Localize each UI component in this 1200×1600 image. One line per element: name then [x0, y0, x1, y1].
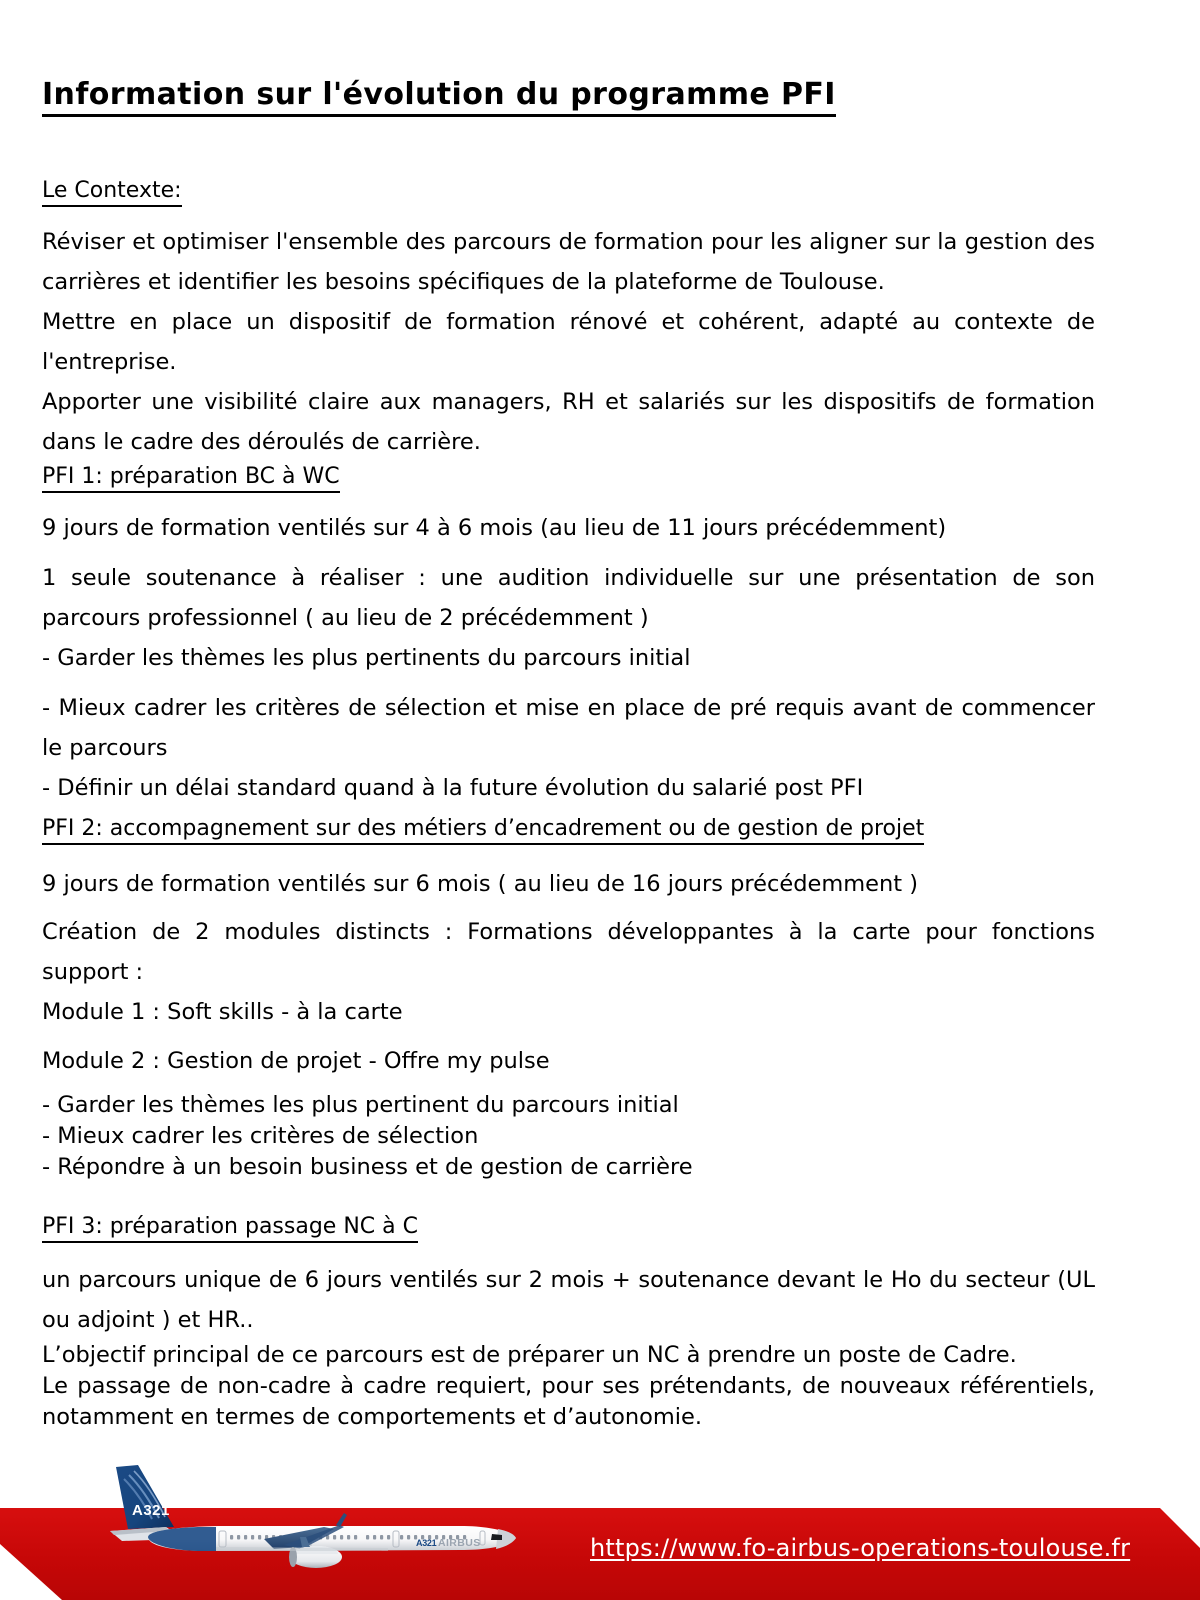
- paragraph-pfi2-module-2: Module 2 : Gestion de projet - Offre my pulse: [42, 1048, 550, 1074]
- bullet-pfi1-3: - Définir un délai standard quand à la future évolution du salarié post PFI: [42, 775, 864, 801]
- svg-text:A321: A321: [416, 1538, 437, 1548]
- heading-pfi-3: PFI 3: préparation passage NC à C: [42, 1214, 418, 1243]
- paragraph-contexte-1: Réviser et optimiser l'ensemble des parcours de formation pour les aligner sur la gestion des carrières et identifier les besoins spécifiques de la plateforme de Toulouse.: [42, 229, 1095, 295]
- svg-text:AIRBUS: AIRBUS: [438, 1537, 481, 1549]
- bullet-pfi2-3: - Répondre à un besoin business et de gestion de carrière: [42, 1154, 693, 1180]
- heading-contexte: Le Contexte:: [42, 178, 182, 207]
- paragraph-pfi1-1: 9 jours de formation ventilés sur 4 à 6 mois (au lieu de 11 jours précédemment): [42, 515, 947, 541]
- bullet-pfi2-2: - Mieux cadrer les critères de sélection: [42, 1123, 479, 1149]
- paragraph-pfi2-module-1: Module 1 : Soft skills - à la carte: [42, 999, 403, 1025]
- bullet-pfi1-1: - Garder les thèmes les plus pertinents du parcours initial: [42, 645, 691, 671]
- bullet-pfi1-2: - Mieux cadrer les critères de sélection et mise en place de pré requis avant de commencer le parcours: [42, 695, 1095, 761]
- bullet-pfi2-1: - Garder les thèmes les plus pertinent du parcours initial: [42, 1092, 679, 1118]
- paragraph-pfi2-2: Création de 2 modules distincts : Formations développantes à la carte pour fonctions support :: [42, 919, 1095, 985]
- heading-pfi-2: PFI 2: accompagnement sur des métiers d’encadrement ou de gestion de projet: [42, 816, 924, 845]
- paragraph-pfi3-1: un parcours unique de 6 jours ventilés sur 2 mois + soutenance devant le Ho du secteur (UL ou adjoint ) et HR..: [42, 1267, 1095, 1333]
- paragraph-pfi3-3: Le passage de non-cadre à cadre requiert, pour ses prétendants, de nouveaux référentiels, notamment en termes de comportements et d’autonomie.: [42, 1373, 1095, 1430]
- airbus-a321-aircraft-image: [88, 1455, 528, 1585]
- paragraph-pfi1-2: 1 seule soutenance à réaliser : une audition individuelle sur une présentation de son parcours professionnel ( au lieu de 2 précédemment ): [42, 565, 1095, 631]
- heading-pfi-1: PFI 1: préparation BC à WC: [42, 464, 340, 493]
- paragraph-contexte-3: Apporter une visibilité claire aux managers, RH et salariés sur les dispositifs de formation dans le cadre des déroulés de carrière.: [42, 389, 1095, 455]
- document-body: [42, 0, 1098, 1450]
- paragraph-pfi3-2: L’objectif principal de ce parcours est de préparer un NC à prendre un poste de Cadre.: [42, 1342, 1017, 1368]
- paragraph-contexte-2: Mettre en place un dispositif de formation rénové et cohérent, adapté au contexte de l'entreprise.: [42, 309, 1095, 375]
- svg-text:A321: A321: [132, 1502, 170, 1519]
- paragraph-pfi2-1: 9 jours de formation ventilés sur 6 mois ( au lieu de 16 jours précédemment ): [42, 871, 919, 897]
- page-title: Information sur l'évolution du programme PFI: [42, 78, 836, 117]
- footer-website-link[interactable]: https://www.fo-airbus-operations-toulouse.fr: [590, 1534, 1131, 1562]
